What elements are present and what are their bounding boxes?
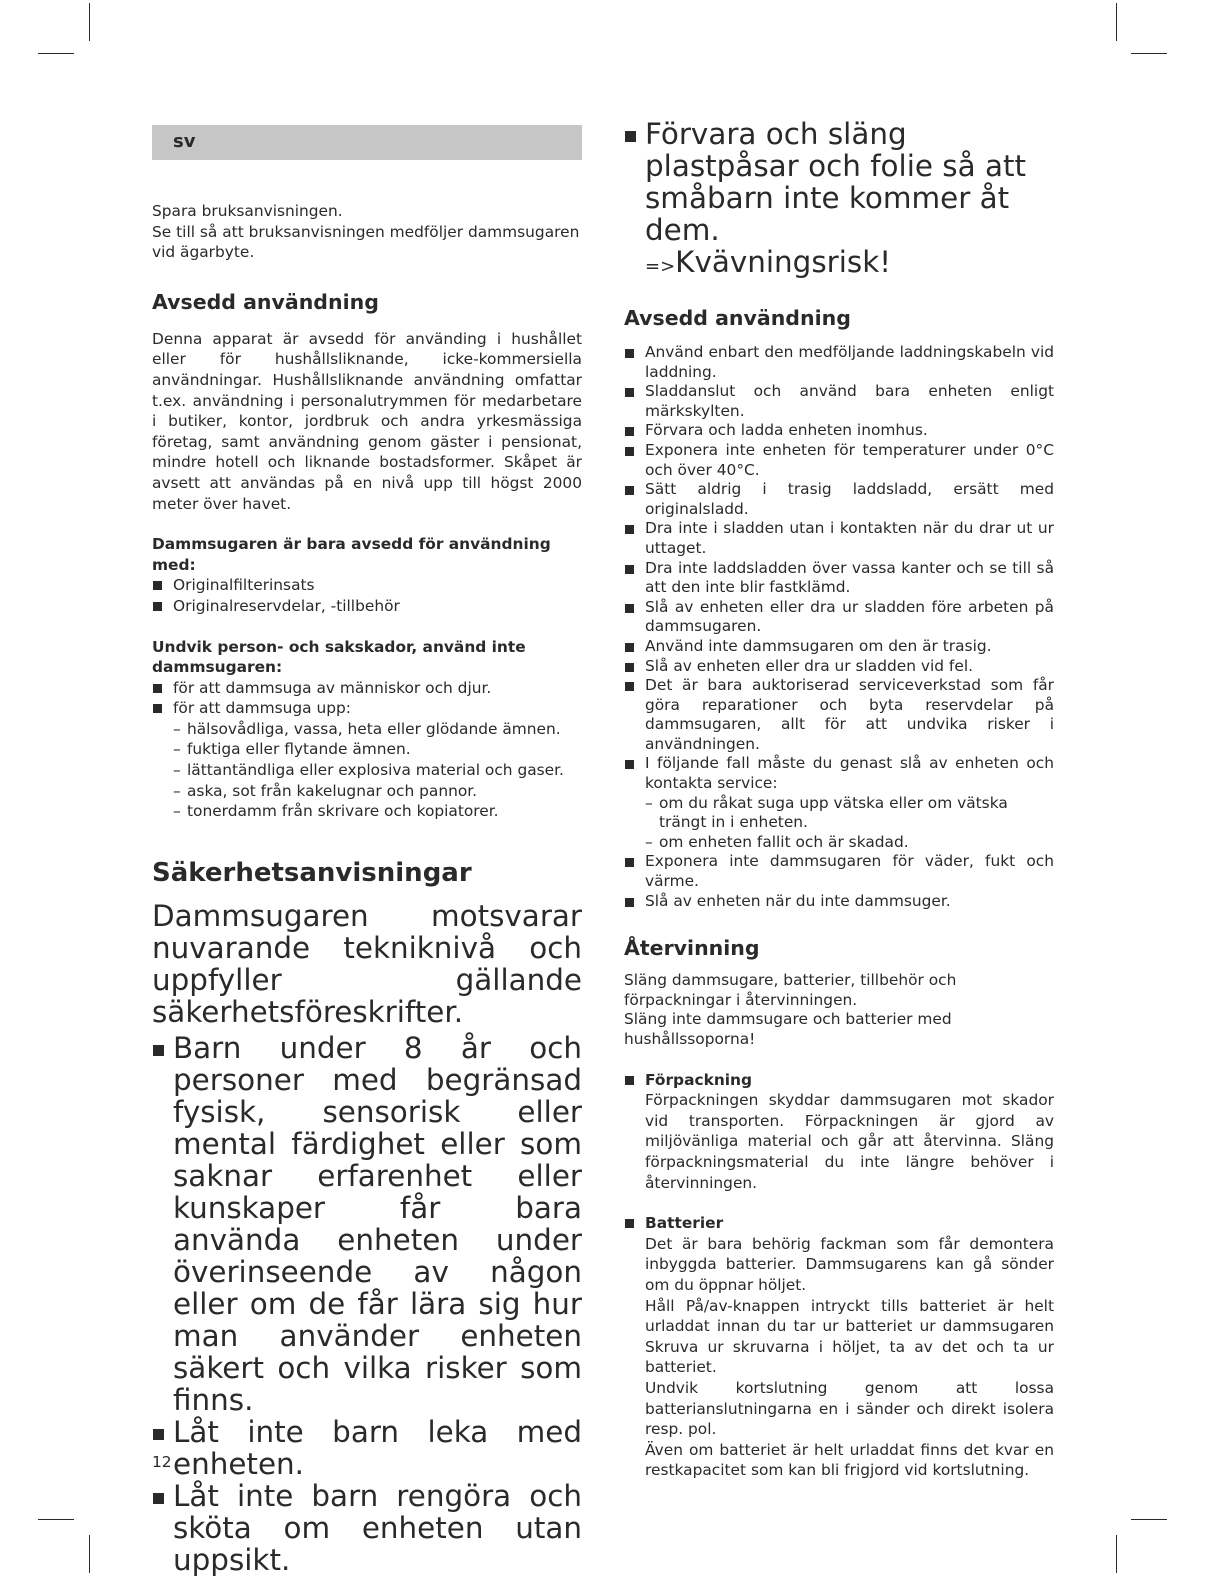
crop-mark [1116,3,1117,41]
service-sublist [645,794,1054,853]
list-item: Slå av enheten eller dra ur sladden vid fel. [624,657,1054,677]
list-item: Det är bara auktoriserad serviceverkstad som får göra reparationer och byta reservdelar på dammsugaren, allt för att undvika risker i användningen. [624,676,1054,754]
left-column [152,125,582,1576]
page-number: 12 [152,1453,172,1471]
safety-item [624,118,1054,283]
only-with-heading: Dammsugaren är bara avsedd för användning med: [152,535,551,574]
intended-use-list [624,343,1054,911]
right-column [624,118,1054,1481]
batteries-paragraph: Även om batteriet är helt urladdat finns det kvar en restkapacitet som kan bli frigjord vid kortslutning. [645,1440,1054,1480]
list-item: Använd inte dammsugaren om den är trasig. [624,637,1054,657]
only-with-list [152,575,582,616]
packaging-text: Förpackningen skyddar dammsugaren mot skador vid transporten. Förpackningen är gjord av miljövänliga material och går att återvinna. Släng förpackningsmaterial du inte längre behöver i återvinningen. [645,1091,1054,1192]
list-item: Slå av enheten när du inte dammsuger. [624,892,1054,912]
batteries-block [624,1213,1054,1481]
crop-mark [89,1535,90,1573]
batteries-paragraph: Undvik kortslutning genom att lossa batterianslutningarna en i sänder och direkt isolera resp. pol. [645,1378,1054,1439]
intro-text [152,201,582,263]
list-item: Använd enbart den medföljande laddningskabeln vid laddning. [624,343,1054,382]
list-item: Originalfilterinsats [152,575,582,596]
safety-item-text: Förvara och släng plastpåsar och folie så att småbarn inte kommer åt dem. [645,117,1027,247]
list-item: Förvara och ladda enheten inomhus. [624,421,1054,441]
sub-list-item: – tonerdamm från skrivare och kopiatorer. [173,801,582,822]
safety-item: Låt inte barn leka med enheten. [152,1416,582,1480]
recycling-line: Släng inte dammsugare och batterier med hushållssoporna! [624,1010,952,1048]
list-item: Dra inte i sladden utan i kontakten när du drar ut ur uttaget. [624,519,1054,558]
avoid-sublist [173,719,582,822]
batteries-paragraph: Det är bara behörig fackman som får demontera inbyggda batterier. Dammsugarens kan gå sönder om du öppnar höljet. [645,1234,1054,1294]
list-item: Exponera inte enheten för temperaturer under 0°C och över 40°C. [624,441,1054,480]
packaging-title: Förpackning [645,1070,753,1089]
batteries-title: Batterier [645,1214,724,1233]
safety-list [152,1032,582,1576]
intended-use-paragraph: Denna apparat är avsedd för använding i hushållet eller för hushållsliknande, icke-kommersiella användningar. Hushållsliknande användning omfattar t.ex. användning i personalutrymmen för medarbetare i butiker, kontor, jordbruk och andra yrkesmässiga företag, samt användning genom gäster i pensionat, mindre hotell och liknande bostadsformer. Skåpet är avsett att användas på en nivå upp till högst 2000 meter över havet. [152,329,582,513]
language-code: sv [173,131,196,152]
list-item: Slå av enheten eller dra ur sladden före arbeten på dammsugaren. [624,598,1054,637]
avoid-list [152,678,582,719]
list-item: Dra inte laddsladden över vassa kanter och se till så att den inte blir fastklämd. [624,559,1054,598]
safety-heading: Säkerhetsanvisningar [152,857,472,888]
list-item: Originalreservdelar, -tillbehör [152,596,582,617]
crop-mark [38,53,74,54]
sub-list-item: – hälsovådliga, vassa, heta eller glödande ämnen. [173,719,582,740]
section-heading-recycling: Återvinning [624,936,760,961]
sub-list-item: – lättantändliga eller explosiva material och gaser. [173,760,582,781]
sub-list-item: – om enheten fallit och är skadad. [645,833,1054,853]
safety-item: Barn under 8 år och personer med begränsad fysisk, sensorisk eller mental färdighet eller som saknar erfarenhet eller kunskaper får bara använda enheten under överinseende av någon eller om de får lära sig hur man använder enheten säkert och vilka risker som finns. [152,1032,582,1416]
arrow-glyph: => [645,256,676,277]
list-item: Exponera inte dammsugaren för väder, fukt och värme. [624,852,1054,891]
sub-list-item: – fuktiga eller flytande ämnen. [173,739,582,760]
list-item: för att dammsuga av människor och djur. [152,678,582,699]
intro-line: Spara bruksanvisningen. [152,202,343,220]
sub-list-item: – aska, sot från kakelugnar och pannor. [173,781,582,802]
avoid-heading: Undvik person- och sakskador, använd inte dammsugaren: [152,637,526,677]
sub-list-item: – om du råkat suga upp vätska eller om vätska trängt in i enheten. [645,794,1054,833]
list-item [624,754,1054,852]
list-item-text: I följande fall måste du genast slå av enheten och kontakta service: [645,754,1054,793]
recycling-intro [624,971,1054,1049]
crop-mark [1116,1535,1117,1573]
list-item [152,698,582,719]
list-item: Sladdanslut och använd bara enheten enligt märkskylten. [624,382,1054,421]
section-heading-intended-use: Avsedd användning [624,306,851,330]
safety-item: Låt inte barn rengöra och sköta om enheten utan uppsikt. [152,1480,582,1576]
crop-mark [1131,1519,1167,1520]
list-item-text: för att dammsuga upp: [173,699,351,718]
warning-text: Kvävningsrisk! [675,245,891,279]
recycling-list [624,1070,1054,1481]
crop-mark [38,1519,74,1520]
batteries-paragraph: Håll På/av-knappen intryckt tills batteriet är helt urladdat innan du tar ur batteriet ur dammsugaren Skruva ur skruvarna i höljet, ta av det och ta ur batteriet. [645,1296,1054,1377]
list-item: Sätt aldrig i trasig laddsladd, ersätt med originalsladd. [624,480,1054,519]
top-safety-list [624,118,1054,283]
recycling-line: Släng dammsugare, batterier, tillbehör och förpackningar i återvinningen. [624,971,957,1009]
language-bar [152,125,582,160]
intro-line: Se till så att bruksanvisningen medföljer dammsugaren vid ägarbyte. [152,222,580,262]
crop-mark [89,3,90,41]
safety-lead: Dammsugaren motsvarar nuvarande tekniknivå och uppfyller gällande säkerhetsföreskrifter. [152,898,582,1029]
section-heading-intended-use: Avsedd användning [152,289,379,314]
packaging-block [624,1070,1054,1194]
crop-mark [1131,53,1167,54]
